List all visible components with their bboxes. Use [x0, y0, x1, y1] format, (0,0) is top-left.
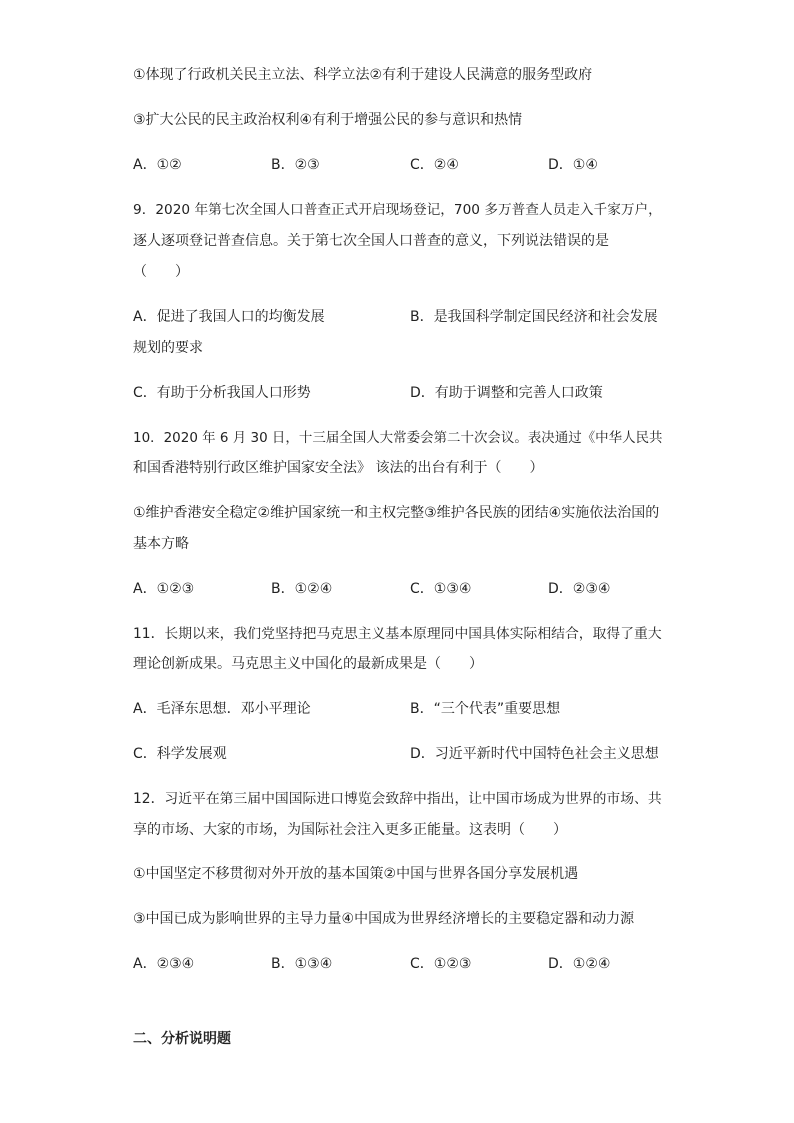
- q10-statement-line-1: ①维护香港安全稳定②维护国家统一和主权完整③维护各民族的团结④实施依法治国的: [133, 505, 660, 521]
- q11-stem-line-2: 理论创新成果。马克思主义中国化的最新成果是（ ）: [133, 656, 483, 672]
- q10-statement-line-2: 基本方略: [133, 536, 189, 552]
- q9-stem-line-2: 逐人逐项登记普查信息。关于第七次全国人口普查的意义，下列说法错误的是: [133, 233, 609, 249]
- q12-stem-line-2: 享的市场、大家的市场，为国际社会注入更多正能量。这表明（ ）: [133, 822, 567, 838]
- q8-statement-line-2: ③扩大公民的民主政治权利④有利于增强公民的参与意识和热情: [133, 112, 523, 128]
- q12-stem-line-1: 12．习近平在第三届中国国际进口博览会致辞中指出，让中国市场成为世界的市场、共: [133, 791, 662, 807]
- section-heading: 二、分析说明题: [133, 1031, 231, 1047]
- q11-option-b: B．“三个代表”重要思想: [410, 701, 561, 717]
- q8-option-b: B．②③: [271, 157, 320, 173]
- q9-option-a: A．促进了我国人口的均衡发展: [133, 309, 325, 325]
- q9-answer-blank: （ ）: [133, 264, 189, 280]
- q12-statement-line-1: ①中国坚定不移贯彻对外开放的基本国策②中国与世界各国分享发展机遇: [133, 866, 579, 882]
- q12-option-a: A．②③④: [133, 956, 195, 972]
- q9-option-c: C．有助于分析我国人口形势: [133, 385, 311, 401]
- q12-statement-line-2: ③中国已成为影响世界的主导力量④中国成为世界经济增长的主要稳定器和动力源: [133, 911, 635, 927]
- q10-stem-line-2: 和国香港特别行政区维护国家安全法》 该法的出台有利于（ ）: [133, 460, 544, 476]
- q8-statement-line-1: ①体现了行政机关民主立法、科学立法②有利于建设人民满意的服务型政府: [133, 67, 593, 83]
- q10-option-c: C．①③④: [410, 581, 472, 597]
- q9-stem-line-1: 9．2020 年第七次全国人口普查正式开启现场登记，700 多万普查人员走入千家万户，: [133, 202, 662, 218]
- q12-option-b: B．①③④: [271, 956, 333, 972]
- q8-option-c: C．②④: [410, 157, 459, 173]
- q11-option-c: C．科学发展观: [133, 746, 227, 762]
- q10-option-a: A．①②③: [133, 581, 195, 597]
- q8-option-d: D．①④: [548, 157, 598, 173]
- q9-option-b: B．是我国科学制定国民经济和社会发展: [410, 309, 658, 325]
- q11-option-d: D．习近平新时代中国特色社会主义思想: [410, 746, 659, 762]
- q9-option-b-continued: 规划的要求: [133, 340, 203, 356]
- q12-option-d: D．①②④: [548, 956, 611, 972]
- q12-option-c: C．①②③: [410, 956, 472, 972]
- q8-option-a: A．①②: [133, 157, 182, 173]
- q10-stem-line-1: 10．2020 年 6 月 30 日，十三届全国人大常委会第二十次会议。表决通过《中华人民共: [133, 430, 663, 446]
- q11-option-a: A．毛泽东思想．邓小平理论: [133, 701, 311, 717]
- q10-option-b: B．①②④: [271, 581, 333, 597]
- q9-option-d: D．有助于调整和完善人口政策: [410, 385, 603, 401]
- q11-stem-line-1: 11．长期以来，我们党坚持把马克思主义基本原理同中国具体实际相结合，取得了重大: [133, 626, 662, 642]
- q10-option-d: D．②③④: [548, 581, 611, 597]
